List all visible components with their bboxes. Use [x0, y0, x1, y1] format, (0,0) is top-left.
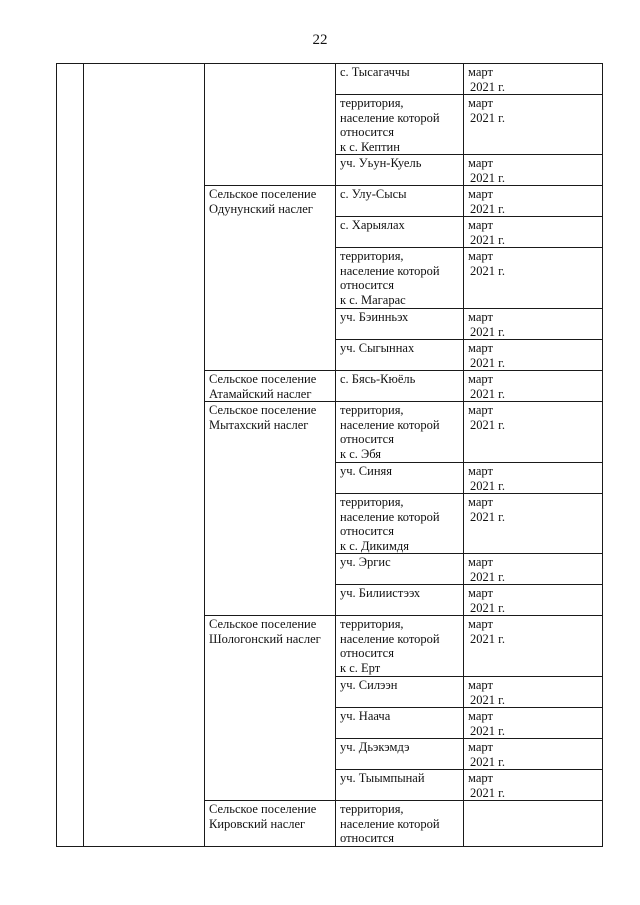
date-cell: март 2021 г. [464, 739, 603, 770]
locality-cell: уч. Силээн [336, 677, 464, 708]
registry-table [56, 63, 603, 847]
date-cell: март 2021 г. [464, 95, 603, 155]
page-number: 22 [312, 32, 328, 48]
locality-cell: уч. Синяя [336, 463, 464, 494]
date-cell: март 2021 г. [464, 217, 603, 248]
date-cell: март 2021 г. [464, 340, 603, 371]
locality-cell: территория, население которой относится [336, 801, 464, 847]
settlement-cell: Сельское поселение Атамайский наслег [205, 371, 336, 402]
locality-cell: уч. Дьэкэмдэ [336, 739, 464, 770]
date-cell: март 2021 г. [464, 155, 603, 186]
locality-cell: с. Тысагаччы [336, 64, 464, 95]
date-cell: март 2021 г. [464, 309, 603, 340]
date-cell: март 2021 г. [464, 708, 603, 739]
date-cell: март 2021 г. [464, 186, 603, 217]
locality-cell: уч. Билиистээх [336, 585, 464, 616]
locality-cell: территория, население которой относится к с. Кептин [336, 95, 464, 155]
locality-cell: с. Бясь-Кюёль [336, 371, 464, 402]
locality-cell: территория, население которой относится к с. Ерт [336, 616, 464, 677]
locality-cell: уч. Уьун-Куель [336, 155, 464, 186]
date-cell: март 2021 г. [464, 463, 603, 494]
locality-cell: территория, население которой относится к с. Магарас [336, 248, 464, 309]
table-row [57, 64, 603, 95]
locality-cell: с. Улу-Сысы [336, 186, 464, 217]
district-cell [84, 64, 205, 847]
settlement-cell [205, 64, 336, 186]
locality-cell: территория, население которой относится к с. Дикимдя [336, 494, 464, 554]
date-cell: март 2021 г. [464, 494, 603, 554]
settlement-cell: Сельское поселение Мытахский наслег [205, 402, 336, 616]
settlement-cell: Сельское поселение Шологонский наслег [205, 616, 336, 801]
date-cell: март 2021 г. [464, 248, 603, 309]
settlement-cell: Сельское поселение Кировский наслег [205, 801, 336, 847]
date-cell: март 2021 г. [464, 770, 603, 801]
locality-cell: уч. Бэинньэх [336, 309, 464, 340]
locality-cell: уч. Эргис [336, 554, 464, 585]
locality-cell: уч. Сыгыннах [336, 340, 464, 371]
date-cell: март 2021 г. [464, 64, 603, 95]
date-cell: март 2021 г. [464, 585, 603, 616]
date-cell: март 2021 г. [464, 677, 603, 708]
locality-cell: с. Харыялах [336, 217, 464, 248]
settlement-cell: Сельское поселение Одунунский наслег [205, 186, 336, 371]
date-cell: март 2021 г. [464, 402, 603, 463]
index-cell [57, 64, 84, 847]
date-cell: март 2021 г. [464, 616, 603, 677]
locality-cell: уч. Тыымпынай [336, 770, 464, 801]
locality-cell: территория, население которой относится к с. Эбя [336, 402, 464, 463]
date-cell [464, 801, 603, 847]
date-cell: март 2021 г. [464, 554, 603, 585]
date-cell: март 2021 г. [464, 371, 603, 402]
locality-cell: уч. Наача [336, 708, 464, 739]
